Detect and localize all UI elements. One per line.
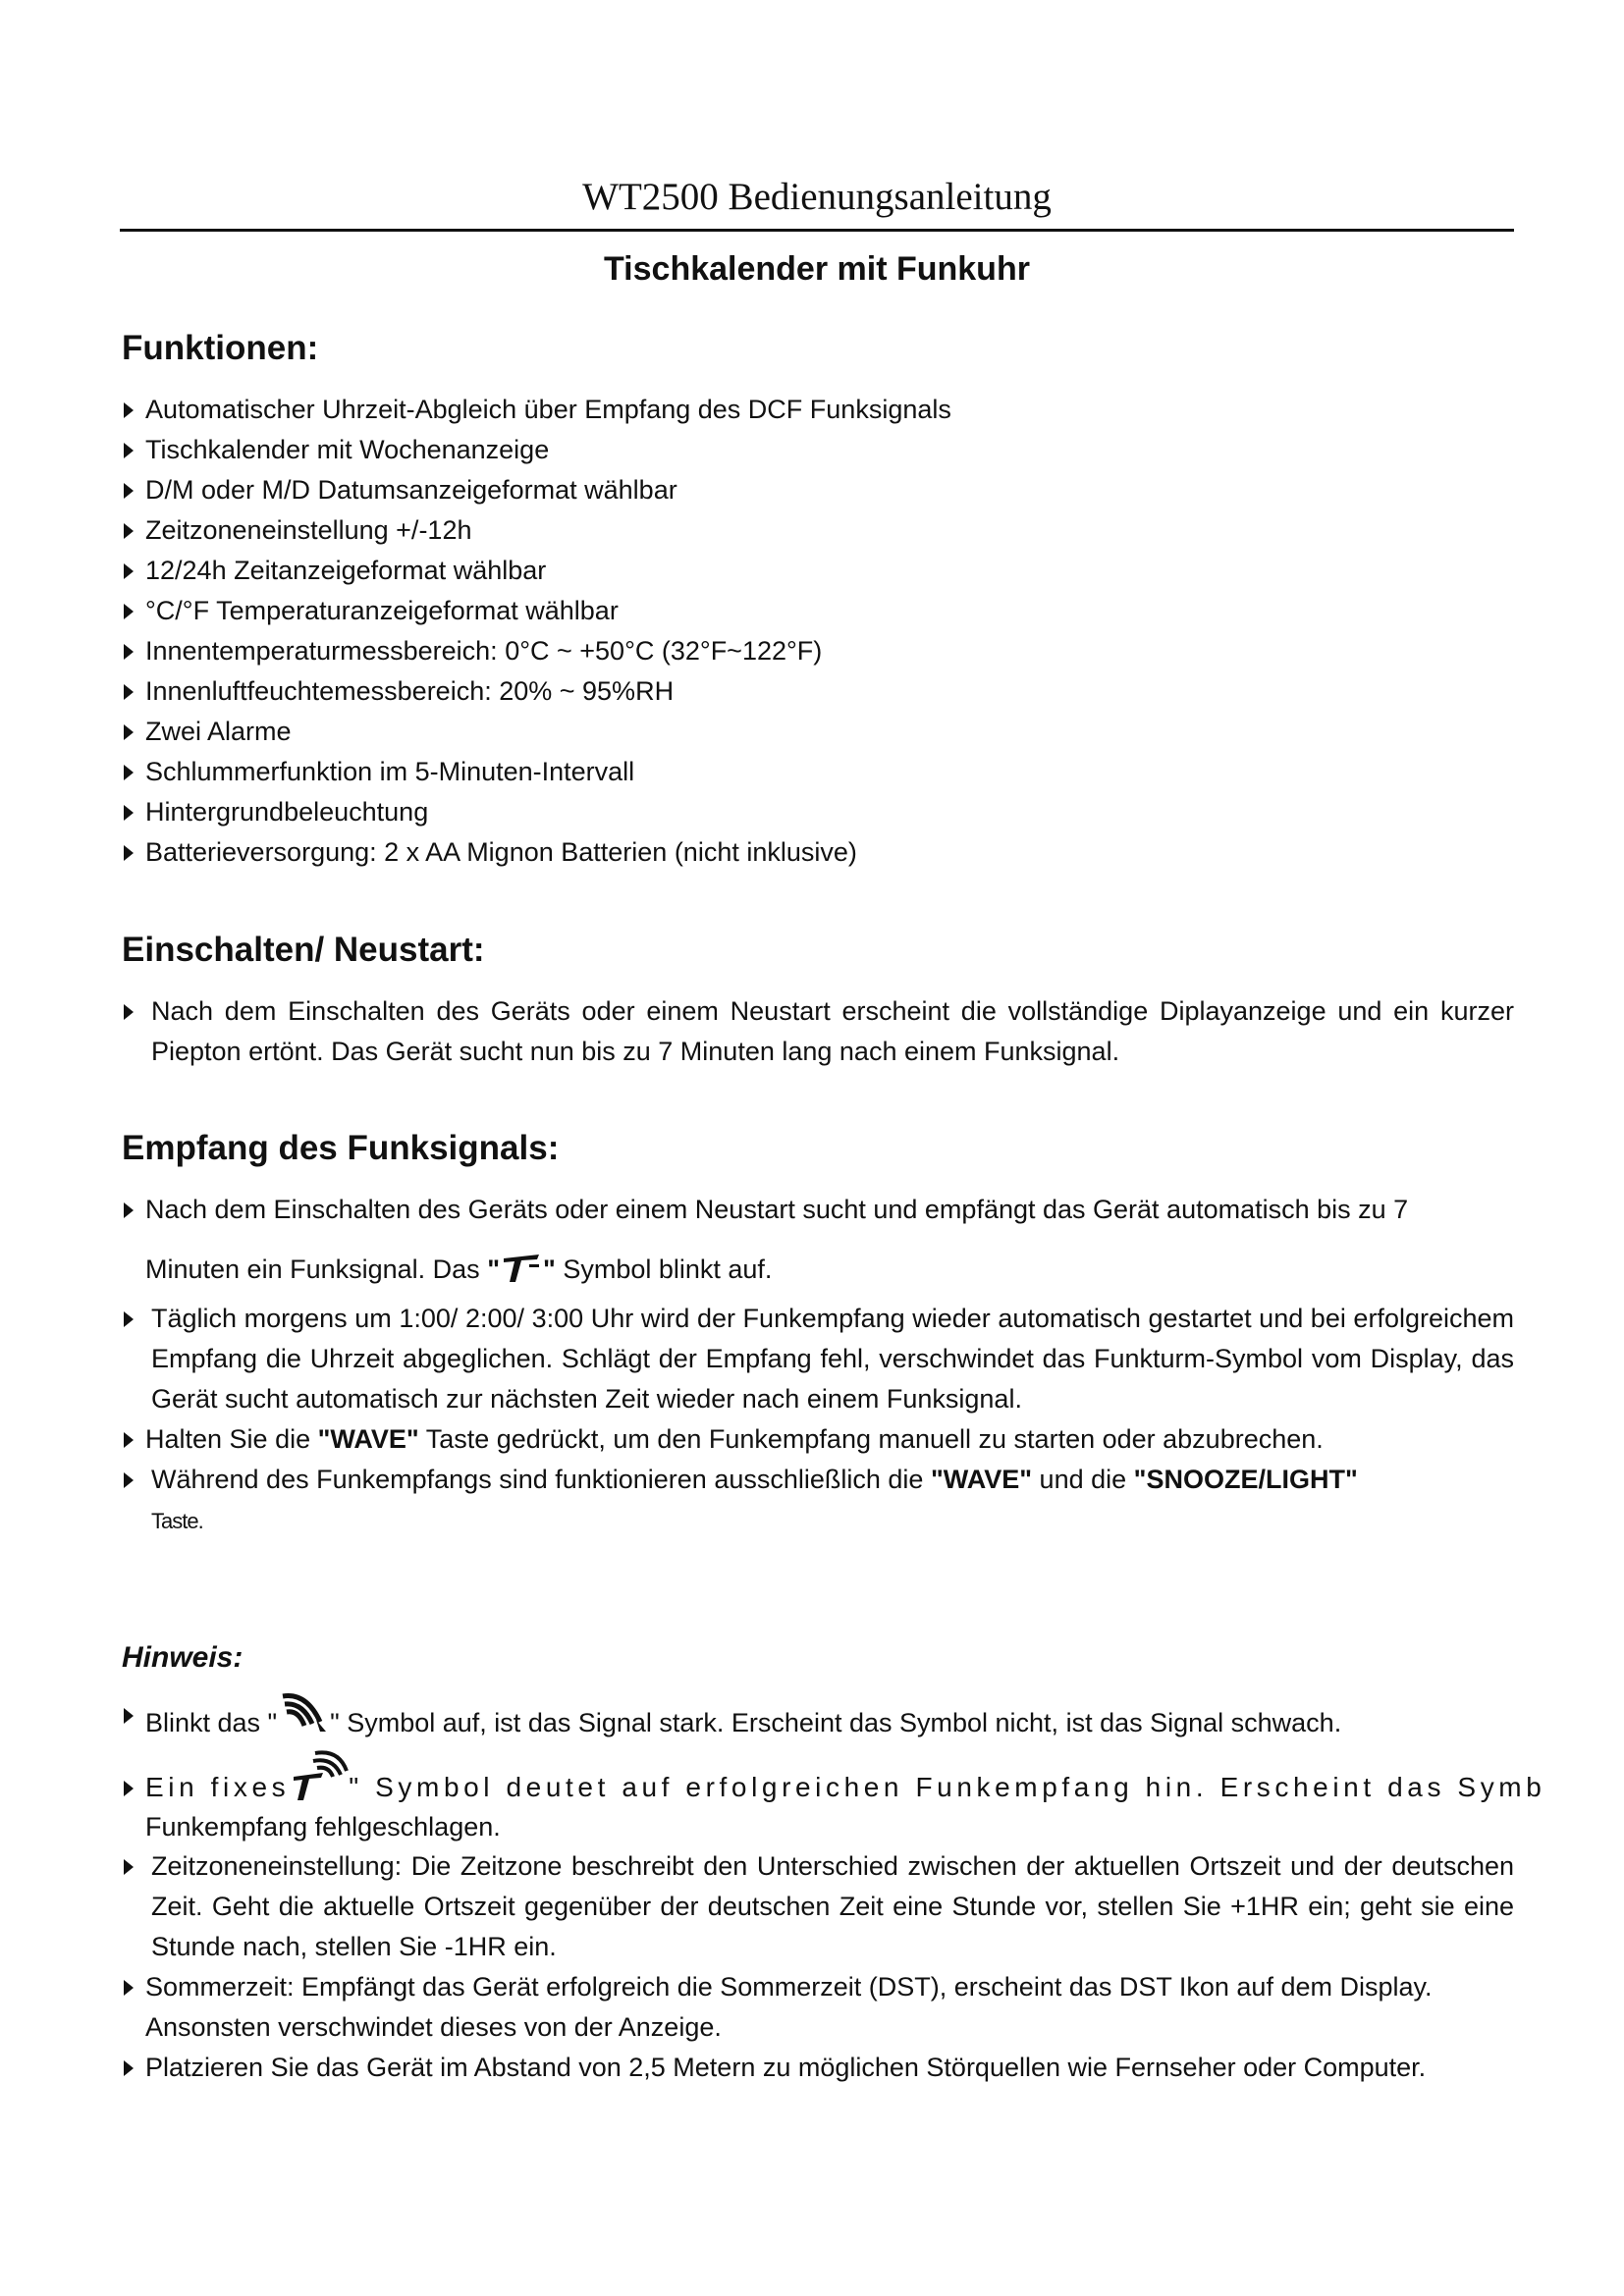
bullet-icon — [124, 724, 134, 740]
document-subtitle: Tischkalender mit Funkuhr — [604, 250, 1030, 288]
bullet-icon — [124, 1980, 134, 1996]
list-item: Innentemperaturmessbereich: 0°C ~ +50°C (32°F~122°F) — [122, 631, 1514, 671]
bullet-icon — [124, 604, 134, 619]
list-item: Zeitzoneneinstellung +/-12h — [122, 510, 1514, 551]
bullet-icon — [124, 2060, 134, 2076]
list-item: Sommerzeit: Empfängt das Gerät erfolgreich die Sommerzeit (DST), erscheint das DST Ikon auf dem Display. Ansonsten verschwindet dieses von der Anzeige. — [122, 1967, 1514, 2048]
bullet-icon — [124, 845, 134, 861]
list-item: Blinkt das " " Symbol auf, ist das Signal stark. Erscheint das Symbol nicht, ist das Signal schwach. — [122, 1688, 1514, 1750]
bullet-icon — [124, 1781, 134, 1796]
section-heading-einschalten: Einschalten/ Neustart: — [122, 931, 485, 969]
bullet-icon — [124, 1708, 134, 1724]
document-title: WT2500 Bedienungsanleitung — [582, 176, 1052, 218]
bullet-icon — [124, 523, 134, 539]
tower-with-waves-icon — [290, 1747, 349, 1802]
list-item: Automatischer Uhrzeit-Abgleich über Empfang des DCF Funksignals — [122, 390, 1514, 430]
bullet-icon — [124, 1202, 134, 1218]
title-divider — [120, 229, 1514, 232]
bullet-icon — [124, 765, 134, 780]
list-item: Nach dem Einschalten des Geräts oder einem Neustart sucht und empfängt das Gerät automatisch bis zu 7 Minuten ein Funksignal. Das " " Symbol blinkt auf. — [122, 1190, 1514, 1293]
list-item: Zeitzoneneinstellung: Die Zeitzone beschreibt den Unterschied zwischen der aktuellen Ortszeit und der deutschen Zeit. Geht die aktuelle Ortszeit gegenüber der deutschen Zeit eine Stunde vor, stellen Sie +1HR ein; geht sie eine Stunde nach, stellen Sie -1HR ein. — [122, 1846, 1514, 1967]
bullet-icon — [124, 805, 134, 821]
list-item: Schlummerfunktion im 5-Minuten-Intervall — [122, 752, 1514, 792]
bullet-icon — [124, 1472, 134, 1488]
list-item: Ein fixes " Symbol deutet auf erfolgreichen Funkempfang hin. Erscheint das Symb Funkempfang fehlgeschlagen. — [122, 1768, 1514, 1846]
list-item: Tischkalender mit Wochenanzeige — [122, 430, 1514, 470]
signal-waves-icon — [277, 1688, 330, 1735]
section-heading-empfang: Empfang des Funksignals: — [122, 1129, 560, 1167]
list-item: Batterieversorgung: 2 x AA Mignon Batterien (nicht inklusive) — [122, 832, 1514, 873]
bullet-icon — [124, 1004, 134, 1020]
list-item: Halten Sie die "WAVE" Taste gedrückt, um den Funkempfang manuell zu starten oder abzubrechen. — [122, 1419, 1514, 1460]
list-item: Während des Funkempfangs sind funktionieren ausschließlich die "WAVE" und die "SNOOZE/LIGHT" Taste. — [122, 1460, 1514, 1541]
list-item: Nach dem Einschalten des Geräts oder einem Neustart erscheint die vollständige Diplayanzeige und ein kurzer Piepton ertönt. Das Gerät sucht nun bis zu 7 Minuten lang nach einem Funksignal. — [122, 991, 1514, 1072]
list-item: Täglich morgens um 1:00/ 2:00/ 3:00 Uhr wird der Funkempfang wieder automatisch gestartet und bei erfolgreichem Empfang die Uhrzeit abgeglichen. Schlägt der Empfang fehl, verschwindet das Funkturm-Symbol vom Display, das Gerät sucht automatisch zur nächsten Zeit wieder nach einem Funksignal. — [122, 1299, 1514, 1419]
hinweis-list — [122, 1688, 1546, 2088]
bullet-icon — [124, 563, 134, 579]
section-heading-funktionen: Funktionen: — [122, 329, 319, 367]
einschalten-list — [122, 991, 1514, 1072]
list-item: Zwei Alarme — [122, 712, 1514, 752]
bullet-icon — [124, 684, 134, 700]
list-item: Hintergrundbeleuchtung — [122, 792, 1514, 832]
list-item: °C/°F Temperaturanzeigeformat wählbar — [122, 591, 1514, 631]
funktionen-list — [122, 390, 1514, 873]
list-item: D/M oder M/D Datumsanzeigeformat wählbar — [122, 470, 1514, 510]
bullet-icon — [124, 443, 134, 458]
bullet-icon — [124, 402, 134, 418]
bullet-icon — [124, 1311, 134, 1327]
section-heading-hinweis: Hinweis: — [122, 1641, 244, 1674]
bullet-icon — [124, 644, 134, 660]
list-item: Platzieren Sie das Gerät im Abstand von 2,5 Metern zu möglichen Störquellen wie Fernseher oder Computer. — [122, 2048, 1514, 2088]
tower-icon — [500, 1251, 543, 1284]
bullet-icon — [124, 483, 134, 499]
empfang-list — [122, 1190, 1514, 1541]
list-item: 12/24h Zeitanzeigeformat wählbar — [122, 551, 1514, 591]
bullet-icon — [124, 1859, 134, 1875]
list-item: Innenluftfeuchtemessbereich: 20% ~ 95%RH — [122, 671, 1514, 712]
bullet-icon — [124, 1432, 134, 1448]
